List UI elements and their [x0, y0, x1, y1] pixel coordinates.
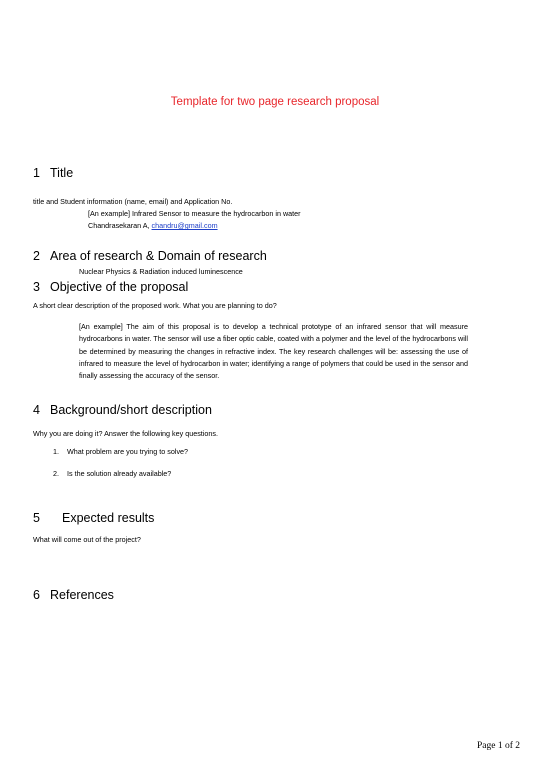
section-6-title: References — [50, 588, 114, 602]
section-2-title: Area of research & Domain of research — [50, 249, 267, 263]
author-name: Chandrasekaran A, — [88, 221, 152, 230]
section-3-instruction: A short clear description of the proposed work. What you are planning to do? — [33, 301, 277, 310]
list-marker: 1. — [53, 447, 59, 456]
section-4-title: Background/short description — [50, 403, 212, 417]
section-4-instruction: Why you are doing it? Answer the following key questions. — [33, 429, 218, 438]
author-email-link[interactable]: chandru@gmail.com — [151, 221, 218, 230]
list-item — [53, 469, 171, 478]
section-3-example-paragraph: [An example] The aim of this proposal is to develop a technical prototype of an infrared sensor that will measure hydrocarbons in water. The sensor will use a fiber optic cable, coated with a polymer and the level of the hydrocarbons will be determined by measuring the changes in refractive index. The key research challenges will be: assessing the use of infrared to measure the level of hydrocarbon in water; identifying a range of polymers that could be used in the sensor and finally assessing the accuracy of the sensor. — [79, 322, 468, 381]
section-2-heading — [33, 249, 267, 263]
section-1-heading — [33, 166, 73, 180]
section-6-number: 6 — [33, 588, 40, 602]
section-5-heading — [33, 511, 154, 525]
section-3-heading — [33, 280, 188, 294]
section-1-instruction: title and Student information (name, email) and Application No. — [33, 197, 233, 206]
section-6-heading — [33, 588, 114, 602]
section-2-number: 2 — [33, 249, 40, 263]
section-5-title: Expected results — [62, 511, 155, 525]
section-4-heading — [33, 403, 212, 417]
section-2-body: Nuclear Physics & Radiation induced luminescence — [79, 267, 243, 276]
page-number: Page 1 of 2 — [476, 741, 520, 751]
section-3-title: Objective of the proposal — [50, 280, 189, 294]
section-5-instruction: What will come out of the project? — [33, 535, 141, 544]
document-title: Template for two page research proposal — [170, 96, 380, 108]
list-item-text: Is the solution already available? — [67, 469, 172, 478]
section-1-number: 1 — [33, 166, 40, 180]
section-1-title: Title — [50, 166, 74, 180]
list-item — [53, 447, 188, 456]
section-5-number: 5 — [33, 511, 40, 525]
section-1-author — [88, 221, 218, 230]
list-item-text: What problem are you trying to solve? — [67, 447, 189, 456]
section-1-example: [An example] Infrared Sensor to measure the hydrocarbon in water — [88, 209, 301, 218]
section-4-number: 4 — [33, 403, 40, 417]
section-3-number: 3 — [33, 280, 40, 294]
list-marker: 2. — [53, 469, 59, 478]
